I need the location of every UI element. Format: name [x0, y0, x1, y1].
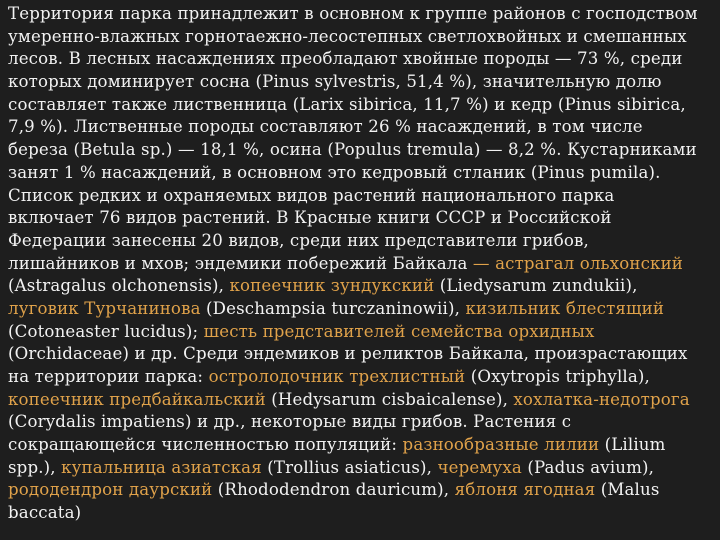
text-segment: лесов. В лесных насаждениях преобладают хвойные породы — 73 %, среди	[8, 49, 683, 69]
highlighted-plant-name: шесть представителей семейства орхидных	[203, 321, 595, 341]
text-line	[8, 48, 714, 71]
text-line	[8, 71, 714, 94]
body-text	[8, 3, 714, 525]
text-segment: (Trollius asiaticus),	[261, 457, 438, 477]
highlighted-plant-name: разнообразные лилии	[402, 435, 600, 455]
text-line	[8, 389, 714, 412]
text-line	[8, 94, 714, 117]
text-segment: включает 76 видов растений. В Красные книги СССР и Российской	[8, 208, 612, 228]
highlighted-plant-name: черемуха	[437, 457, 522, 477]
text-line	[8, 230, 714, 253]
text-line	[8, 479, 714, 502]
text-segment: (Cotoneaster lucidus);	[8, 321, 204, 341]
text-line	[8, 3, 714, 26]
text-segment: составляет также лиственница (Larix sibirica, 11,7 %) и кедр (Pinus sibirica,	[8, 94, 686, 114]
text-segment: Территория парка принадлежит в основном к группе районов с господством	[8, 4, 698, 23]
highlighted-plant-name: — астрагал ольхонский	[472, 253, 683, 273]
text-line	[8, 343, 714, 366]
text-line	[8, 457, 714, 480]
text-line	[8, 411, 714, 434]
highlighted-plant-name: копеечник предбайкальский	[8, 389, 266, 409]
text-segment: (Malus	[595, 480, 660, 500]
highlighted-plant-name: яблоня ягодная	[454, 480, 596, 500]
text-line	[8, 434, 714, 457]
text-segment: (Corydalis impatiens) и др., некоторые виды грибов. Растения с	[8, 412, 572, 432]
highlighted-plant-name: хохлатка-недотрога	[513, 389, 690, 409]
highlighted-plant-name: купальница азиатская	[61, 457, 262, 477]
text-line	[8, 275, 714, 298]
text-line	[8, 298, 714, 321]
highlighted-plant-name: рододендрон даурский	[8, 480, 213, 500]
text-line	[8, 162, 714, 185]
text-segment: (Astragalus olchonensis),	[8, 276, 230, 296]
text-line	[8, 321, 714, 344]
text-segment: Список редких и охраняемых видов растений национального парка	[8, 185, 615, 205]
highlighted-plant-name: копеечник зундукский	[229, 276, 435, 296]
text-segment: (Hedysarum cisbaicalense),	[265, 389, 514, 409]
highlighted-plant-name: кизильник блестящий	[465, 298, 665, 318]
text-line	[8, 366, 714, 389]
text-line	[8, 253, 714, 276]
text-segment: (Rhododendron dauricum),	[212, 480, 455, 500]
highlighted-plant-name: остролодочник трехлистный	[208, 367, 466, 386]
highlighted-plant-name: луговик Турчанинова	[8, 298, 201, 318]
text-segment: (Padus avium),	[521, 457, 655, 477]
text-segment: spp.),	[8, 457, 62, 477]
text-line	[8, 207, 714, 230]
text-segment: baccata)	[8, 503, 82, 523]
text-segment: 7,9 %). Лиственные породы составляют 26 % насаждений, в том числе	[8, 117, 643, 137]
text-segment: (Oxytropis triphylla),	[465, 367, 650, 386]
text-segment: береза (Betula sp.) — 18,1 %, осина (Populus tremula) — 8,2 %. Кустарниками	[8, 140, 697, 160]
text-segment: Федерации занесены 20 видов, среди них представители грибов,	[8, 230, 589, 250]
text-segment: сокращающейся численностью популяций:	[8, 435, 403, 455]
text-line	[8, 139, 714, 162]
text-line	[8, 502, 714, 525]
text-segment: лишайников и мхов; эндемики побережий Байкала	[8, 253, 473, 273]
text-segment: (Lilium	[599, 435, 666, 455]
text-segment: умеренно-влажных горнотаежно-лесостепных светлохвойных и смешанных	[8, 26, 687, 46]
text-segment: которых доминирует сосна (Pinus sylvestris, 51,4 %), значительную долю	[8, 72, 662, 92]
text-segment: на территории парка:	[8, 367, 209, 386]
text-segment: (Liedysarum zundukii),	[434, 276, 638, 296]
text-segment: (Orchidaceae) и др. Среди эндемиков и реликтов Байкала, произрастающих	[8, 344, 688, 364]
text-line	[8, 26, 714, 49]
text-line	[8, 116, 714, 139]
text-segment: (Deschampsia turczaninowii),	[200, 298, 466, 318]
text-line	[8, 185, 714, 208]
text-segment: занят 1 % насаждений, в основном это кедровый стланик (Pinus pumila).	[8, 162, 661, 182]
